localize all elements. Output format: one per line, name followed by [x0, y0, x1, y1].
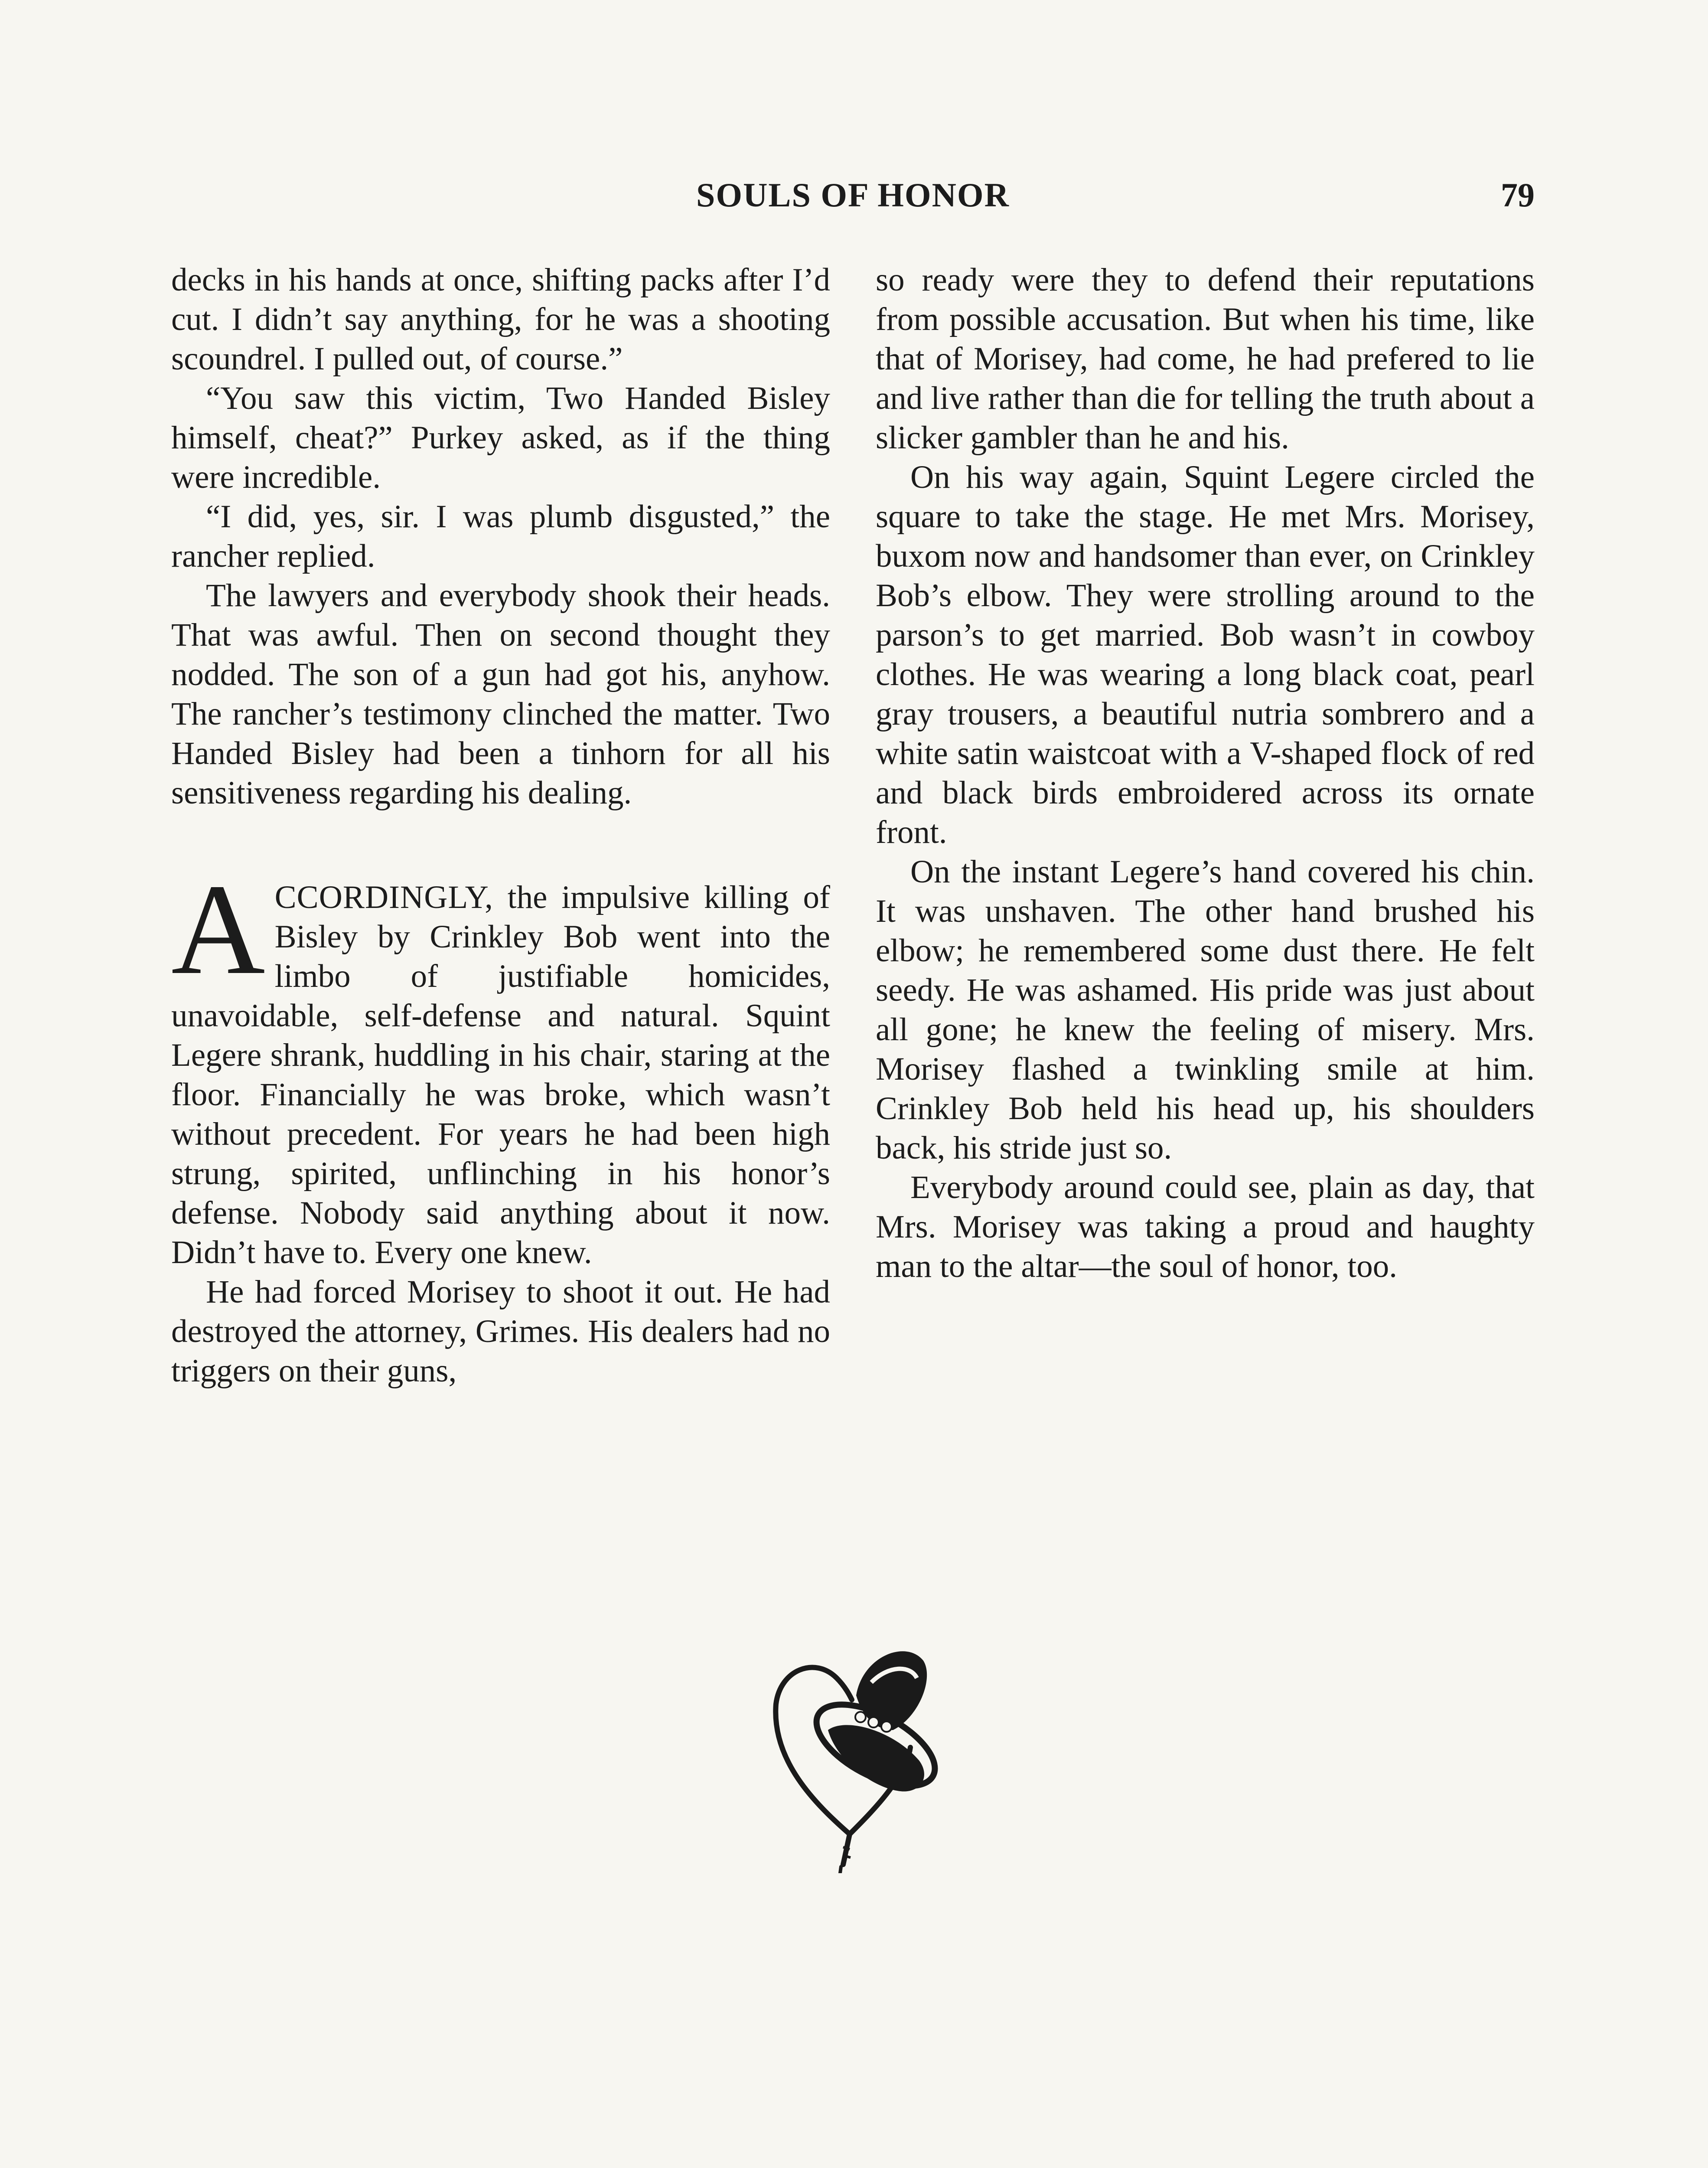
- running-title: SOULS OF HONOR: [696, 176, 1010, 214]
- paragraph: “I did, yes, sir. I was plumb disgusted,” the rancher replied.: [171, 499, 830, 574]
- page-number: 79: [1501, 176, 1535, 214]
- paragraph: He had forced Morisey to shoot it out. He had destroyed the attorney, Grimes. His dealers had no triggers on their guns,: [171, 1274, 830, 1389]
- heart-sombrero-lasso-icon: [763, 1630, 945, 1873]
- paragraph: so ready were they to defend their reputations from possible accusation. But when his time, like that of Morisey, had come, he had prefered to lie and live rather than die for telling the truth about a slicker gambler than he and his.: [876, 262, 1535, 456]
- section-break: [171, 813, 830, 878]
- paragraph-text: the impulsive killing of Bisley by Crinkley Bob went into the limbo of justifiable homicides, unavoidable, self-defense and natural. Squint Legere shrank, huddling in his chair, staring at the floor. Financially he was broke, which wasn’t without precedent. For years he had been high strung, spirited, unflinching in his honor’s defense. Nobody said anything about it now. Didn’t have to. Every one knew.: [171, 879, 830, 1270]
- left-column: [171, 260, 830, 1391]
- paragraph: “You saw this victim, Two Handed Bisley himself, cheat?” Purkey asked, as if the thing were incredible.: [171, 380, 830, 495]
- paragraph: On the instant Legere’s hand covered his chin. It was unshaven. The other hand brushed his elbow; he remembered some dust there. He felt seedy. He was ashamed. His pride was just about all gone; he knew the feeling of misery. Mrs. Morisey flashed a twinkling smile at him. Crinkley Bob held his head up, his shoulders back, his stride just so.: [876, 854, 1535, 1166]
- drop-cap: A: [171, 857, 265, 1001]
- right-column: [876, 260, 1535, 1286]
- page-header: [171, 176, 1535, 223]
- section-opening-paragraph: [171, 857, 830, 1272]
- lead-in-caps: CCORDINGLY,: [274, 879, 493, 915]
- paragraph: decks in his hands at once, shifting packs after I’d cut. I didn’t say anything, for he was a shooting scoundrel. I pulled out, of course.”: [171, 262, 830, 377]
- paragraph: On his way again, Squint Legere circled the square to take the stage. He met Mrs. Morisey, buxom now and handsomer than ever, on Crinkley Bob’s elbow. They were strolling around to the parson’s to get married. Bob wasn’t in cowboy clothes. He was wearing a long black coat, pearl gray trousers, a beautiful nutria sombrero and a white satin waistcoat with a V-shaped flock of red and black birds embroidered across its ornate front.: [876, 459, 1535, 850]
- paragraph: The lawyers and everybody shook their heads. That was awful. Then on second thought they nodded. The son of a gun had got his, anyhow. The rancher’s testimony clinched the matter. Two Handed Bisley had been a tinhorn for all his sensitiveness regarding his dealing.: [171, 578, 830, 811]
- paragraph: Everybody around could see, plain as day, that Mrs. Morisey was taking a proud and haughty man to the altar—the soul of honor, too.: [876, 1169, 1535, 1284]
